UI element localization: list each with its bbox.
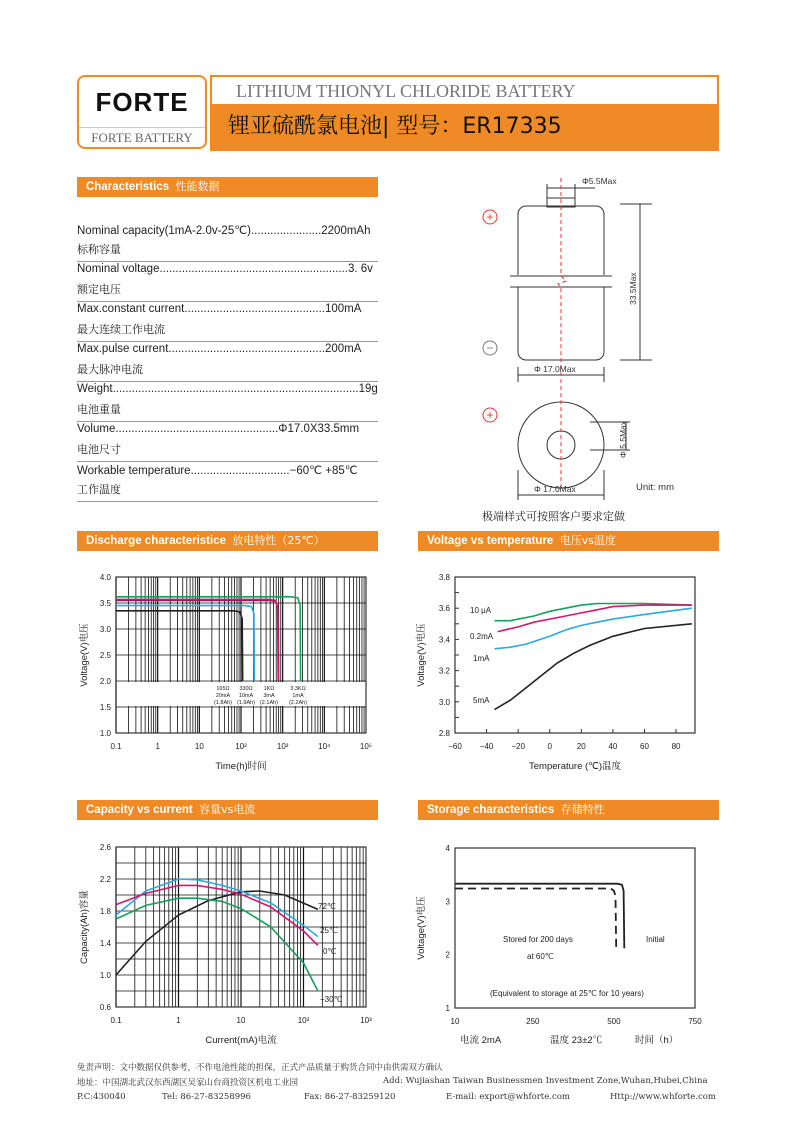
plus-icon [483,408,497,422]
email-link[interactable]: E-mail: export@whforte.com [446,1092,570,1102]
series-line [116,891,318,975]
series-label: 10 μA [470,606,492,615]
series-label: 25℃ [320,926,338,935]
x-tick-label: 750 [688,1017,702,1026]
y-tick-label: 3.8 [438,573,450,582]
series-label: 5mA [473,696,490,705]
y-tick-label: 2.2 [99,875,111,884]
voltage-temperature-header [418,531,719,551]
x-axis-label: 时间（h） [635,1035,679,1046]
series-label: 330Ω [239,686,253,692]
spec-label-cn: 电池尺寸 [77,443,121,456]
y-tick-label: 2.8 [438,729,450,738]
series-label: 20mA [215,693,231,699]
x-axis-label: Current(mA)电流 [205,1035,277,1046]
spec-label-cn: 标称容量 [77,243,121,256]
y-tick-label: 3.0 [99,625,111,634]
series-label: (2.2Ah) [288,700,308,706]
series-label: (1.9Ah) [236,700,256,706]
section-title: Discharge characteristice [86,535,226,547]
section-title-cn: 性能数据 [175,180,220,193]
y-axis-label: Voltage(V)电压 [416,623,427,687]
spec-row [77,421,378,462]
x-tick-label: −20 [511,742,525,751]
x-tick-label: −40 [479,742,494,751]
spec-label: Weight.............................................................................19g [77,383,378,395]
series-label: 3mA [263,693,275,699]
y-tick-label: 2.6 [99,843,111,852]
x-tick-label: 80 [671,742,681,751]
svg-text:−: − [486,341,494,355]
unit-label: Unit: mm [636,482,674,493]
y-axis-label: Capacity(Ah)容量 [79,890,90,964]
spec-label: Volume...................................................Φ17.0X33.5mm [77,423,360,435]
y-tick-label: 1.8 [99,907,111,916]
svg-text:+: + [486,210,494,224]
x-tick-label: 10³ [276,742,289,751]
spec-label-cn: 最大连续工作电流 [77,323,165,336]
voltage-temperature-chart [410,560,720,780]
series-label: 1mA [292,693,304,699]
storage-chart [410,830,720,1050]
battery-dimension-diagram [470,170,710,510]
spec-label-cn: 最大脉冲电流 [77,363,143,376]
discharge-chart [70,560,380,780]
x-tick-label: 10³ [360,1016,372,1025]
series-line [116,898,318,991]
section-title: Capacity vs current [86,804,193,816]
series-line [116,879,318,937]
x-tick-label: 10⁴ [318,742,331,751]
top-diameter-label: Φ5.5Max [582,176,617,186]
x-tick-label: −60 [448,742,462,751]
series-label: 0℃ [323,947,337,956]
logo-text: FORTE [95,87,189,117]
series-line [495,624,692,710]
address-en: Add: Wujiashan Taiwan Businessmen Investment Zone,Wuhan,Hubei,China [383,1076,708,1086]
y-tick-label: 1 [445,1004,450,1013]
spec-label: Max.pulse current.................................................200mA [77,343,362,355]
discharge-header [77,531,378,551]
series-line [495,608,692,649]
x-tick-label: 10 [194,742,204,751]
series-label: (1.8Ah) [213,700,233,706]
section-title-cn: 存储特性 [560,803,605,816]
series-line [116,611,243,681]
y-axis-label: Voltage(V)电压 [79,623,90,687]
y-tick-label: 3 [445,897,450,907]
x-tick-label: 20 [576,742,586,751]
section-title-cn: 容量vs电流 [199,803,256,816]
y-tick-label: 3.6 [438,604,450,614]
series-label: 3.3KΩ [290,686,306,692]
x-axis-label: Temperature (℃)温度 [529,761,621,772]
spec-row [77,461,378,502]
characteristics-header [77,177,378,197]
x-axis-label: 温度 23±2℃ [550,1035,603,1046]
spec-row [77,301,378,342]
y-tick-label: 1.4 [99,939,111,948]
x-tick-label: 10² [297,1016,310,1025]
spec-row [77,221,378,262]
y-tick-label: 1.5 [99,703,111,712]
x-tick-label: 500 [607,1017,621,1026]
section-title-cn: 放电特性（25℃） [232,534,325,547]
x-tick-label: 10 [450,1017,460,1026]
section-title-cn: 电压vs温度 [559,534,616,547]
series-label: 72℃ [318,902,336,911]
body-diameter-label: Φ 17.0Max [534,364,576,374]
spec-row [77,341,378,382]
title-chinese: 锂亚硫酰氯电池| 型号：ER17335 [212,104,717,149]
spec-row [77,381,378,422]
y-tick-label: 4 [445,844,450,853]
terminal-diameter-label: Φ 5.5Max [618,420,628,458]
y-tick-label: 2 [445,950,450,960]
x-tick-label: 0 [547,742,552,751]
spec-label: Workable temperature...............................−60℃ +85℃ [77,465,358,477]
plot-frame [455,577,695,733]
spec-label: Nominal capacity(1mA-2.0v-25℃)......................2200mAh [77,225,371,237]
telephone: Tel: 86-27-83258996 [162,1092,251,1102]
title-english: LITHIUM THIONYL CHLORIDE BATTERY [236,81,576,101]
title-box [210,75,719,151]
spec-label: Max.constant current............................................100mA [77,303,362,315]
x-tick-label: 0.1 [110,742,122,751]
x-tick-label: 10 [236,1016,246,1025]
series-line [116,606,254,681]
x-tick-label: 40 [608,742,618,751]
y-tick-label: 3.4 [438,635,450,645]
capacity-current-header [77,800,378,820]
x-tick-label: 1 [155,742,160,751]
series-line [116,597,301,681]
x-tick-label: 250 [526,1017,540,1026]
series-label: 165Ω [216,686,230,692]
x-tick-label: 60 [640,742,649,751]
annotation: Initial [646,935,665,944]
spec-label-cn: 电池重量 [77,403,121,416]
series-line [498,605,692,632]
x-axis-label: Time(h)时间 [215,761,267,772]
logo-subtitle: FORTE BATTERY [79,127,205,146]
x-tick-label: 0.1 [110,1016,122,1025]
y-tick-label: 3.0 [438,697,450,707]
series-label: 0.2mA [470,632,494,641]
section-title: Characteristics [86,181,170,193]
storage-header [418,800,719,820]
postcode: P.C:430040 [77,1092,126,1102]
svg-text:+: + [486,408,494,422]
x-tick-label: 10² [235,742,247,751]
series-label: −30℃ [320,995,343,1004]
section-title: Storage characteristics [427,804,555,816]
capacity-current-chart [70,830,380,1050]
plus-icon [483,210,497,224]
series-label: (2.1Ah) [259,700,279,706]
annotation: (Equivalent to storage at 25℃ for 10 years) [490,989,644,998]
section-title: Voltage vs temperature [427,535,554,547]
terminal-note: 极端样式可按照客户要求定做 [482,510,625,523]
y-tick-label: 3.5 [99,599,111,608]
plot-frame [455,848,695,1008]
series-label: 1KΩ [263,686,275,692]
website-link[interactable]: Http://www.whforte.com [610,1092,716,1102]
series-label: 1mA [473,654,490,663]
height-label: 33.5Max [628,272,638,305]
x-tick-label: 1 [176,1016,181,1025]
annotation: Stored for 200 days [503,935,573,944]
y-tick-label: 1.0 [99,729,111,738]
x-tick-label: 10⁵ [359,742,373,751]
annotation: at 60℃ [527,952,554,961]
y-tick-label: 1.0 [99,971,111,980]
y-tick-label: 3.2 [438,666,450,676]
disclaimer: 免责声明：文中数据仅供参考，不作电池性能的担保，正式产品质量于购货合同中由供需双方确认 [77,1063,443,1073]
spec-row [77,261,378,302]
forte-logo [77,75,207,149]
y-tick-label: 0.6 [99,1003,111,1012]
address-cn: 地址：中国湖北武汉东西湖区吴家山台商投资区机电工业园 [77,1078,299,1088]
minus-icon [483,341,497,355]
end-diameter-label: Φ 17.0Max [534,484,576,494]
fax: Fax: 86-27-83259120 [304,1092,396,1102]
y-tick-label: 2.5 [99,651,111,660]
y-tick-label: 2.0 [99,677,111,686]
series-label: 10mA [238,693,254,699]
spec-label: Nominal voltage...........................................................3. 6v [77,263,373,275]
spec-label-cn: 额定电压 [77,283,121,296]
spec-label-cn: 工作温度 [77,483,121,496]
x-axis-label: 电流 2mA [460,1035,502,1046]
y-tick-label: 4.0 [99,573,111,582]
y-axis-label: Voltage(V)电压 [416,896,427,960]
